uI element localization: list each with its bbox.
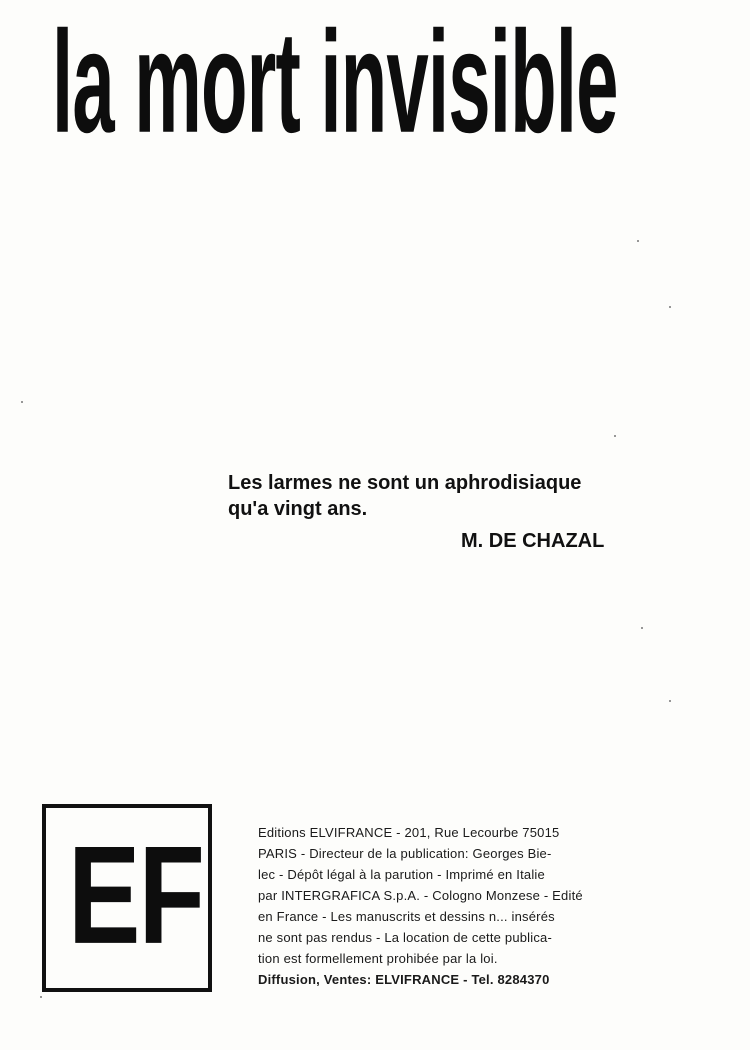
- distribution-line: Diffusion, Ventes: ELVIFRANCE - Tel. 8284370: [258, 972, 550, 987]
- scan-speck: [21, 401, 23, 403]
- publisher-logo-text: EF: [68, 817, 204, 974]
- epigraph-line: qu'a vingt ans.: [228, 498, 368, 520]
- scan-speck: [669, 700, 671, 702]
- epigraph-line: Les larmes ne sont un aphrodisiaque: [228, 472, 582, 494]
- imprint-line: tion est formellement prohibée par la loi.: [258, 951, 498, 966]
- imprint-line: en France - Les manuscrits et dessins n... insérés: [258, 909, 555, 924]
- imprint-line: PARIS - Directeur de la publication: Georges Bie-: [258, 846, 552, 861]
- imprint-line: lec - Dépôt légal à la parution - Imprimé en Italie: [258, 867, 545, 882]
- book-title: la mort invisible: [52, 1, 618, 164]
- publisher-imprint: [258, 822, 708, 990]
- scan-speck: [40, 996, 42, 998]
- imprint-line: par INTERGRAFICA S.p.A. - Cologno Monzese - Edité: [258, 888, 583, 903]
- epigraph-author: M. DE CHAZAL: [461, 530, 605, 552]
- scan-speck: [614, 435, 616, 437]
- imprint-line: Editions ELVIFRANCE - 201, Rue Lecourbe 75015: [258, 825, 560, 840]
- scan-speck: [641, 627, 643, 629]
- epigraph: [228, 470, 708, 552]
- publisher-logo: [42, 804, 212, 992]
- scan-speck: [637, 240, 639, 242]
- imprint-line: ne sont pas rendus - La location de cette publica-: [258, 930, 553, 945]
- scan-speck: [669, 306, 671, 308]
